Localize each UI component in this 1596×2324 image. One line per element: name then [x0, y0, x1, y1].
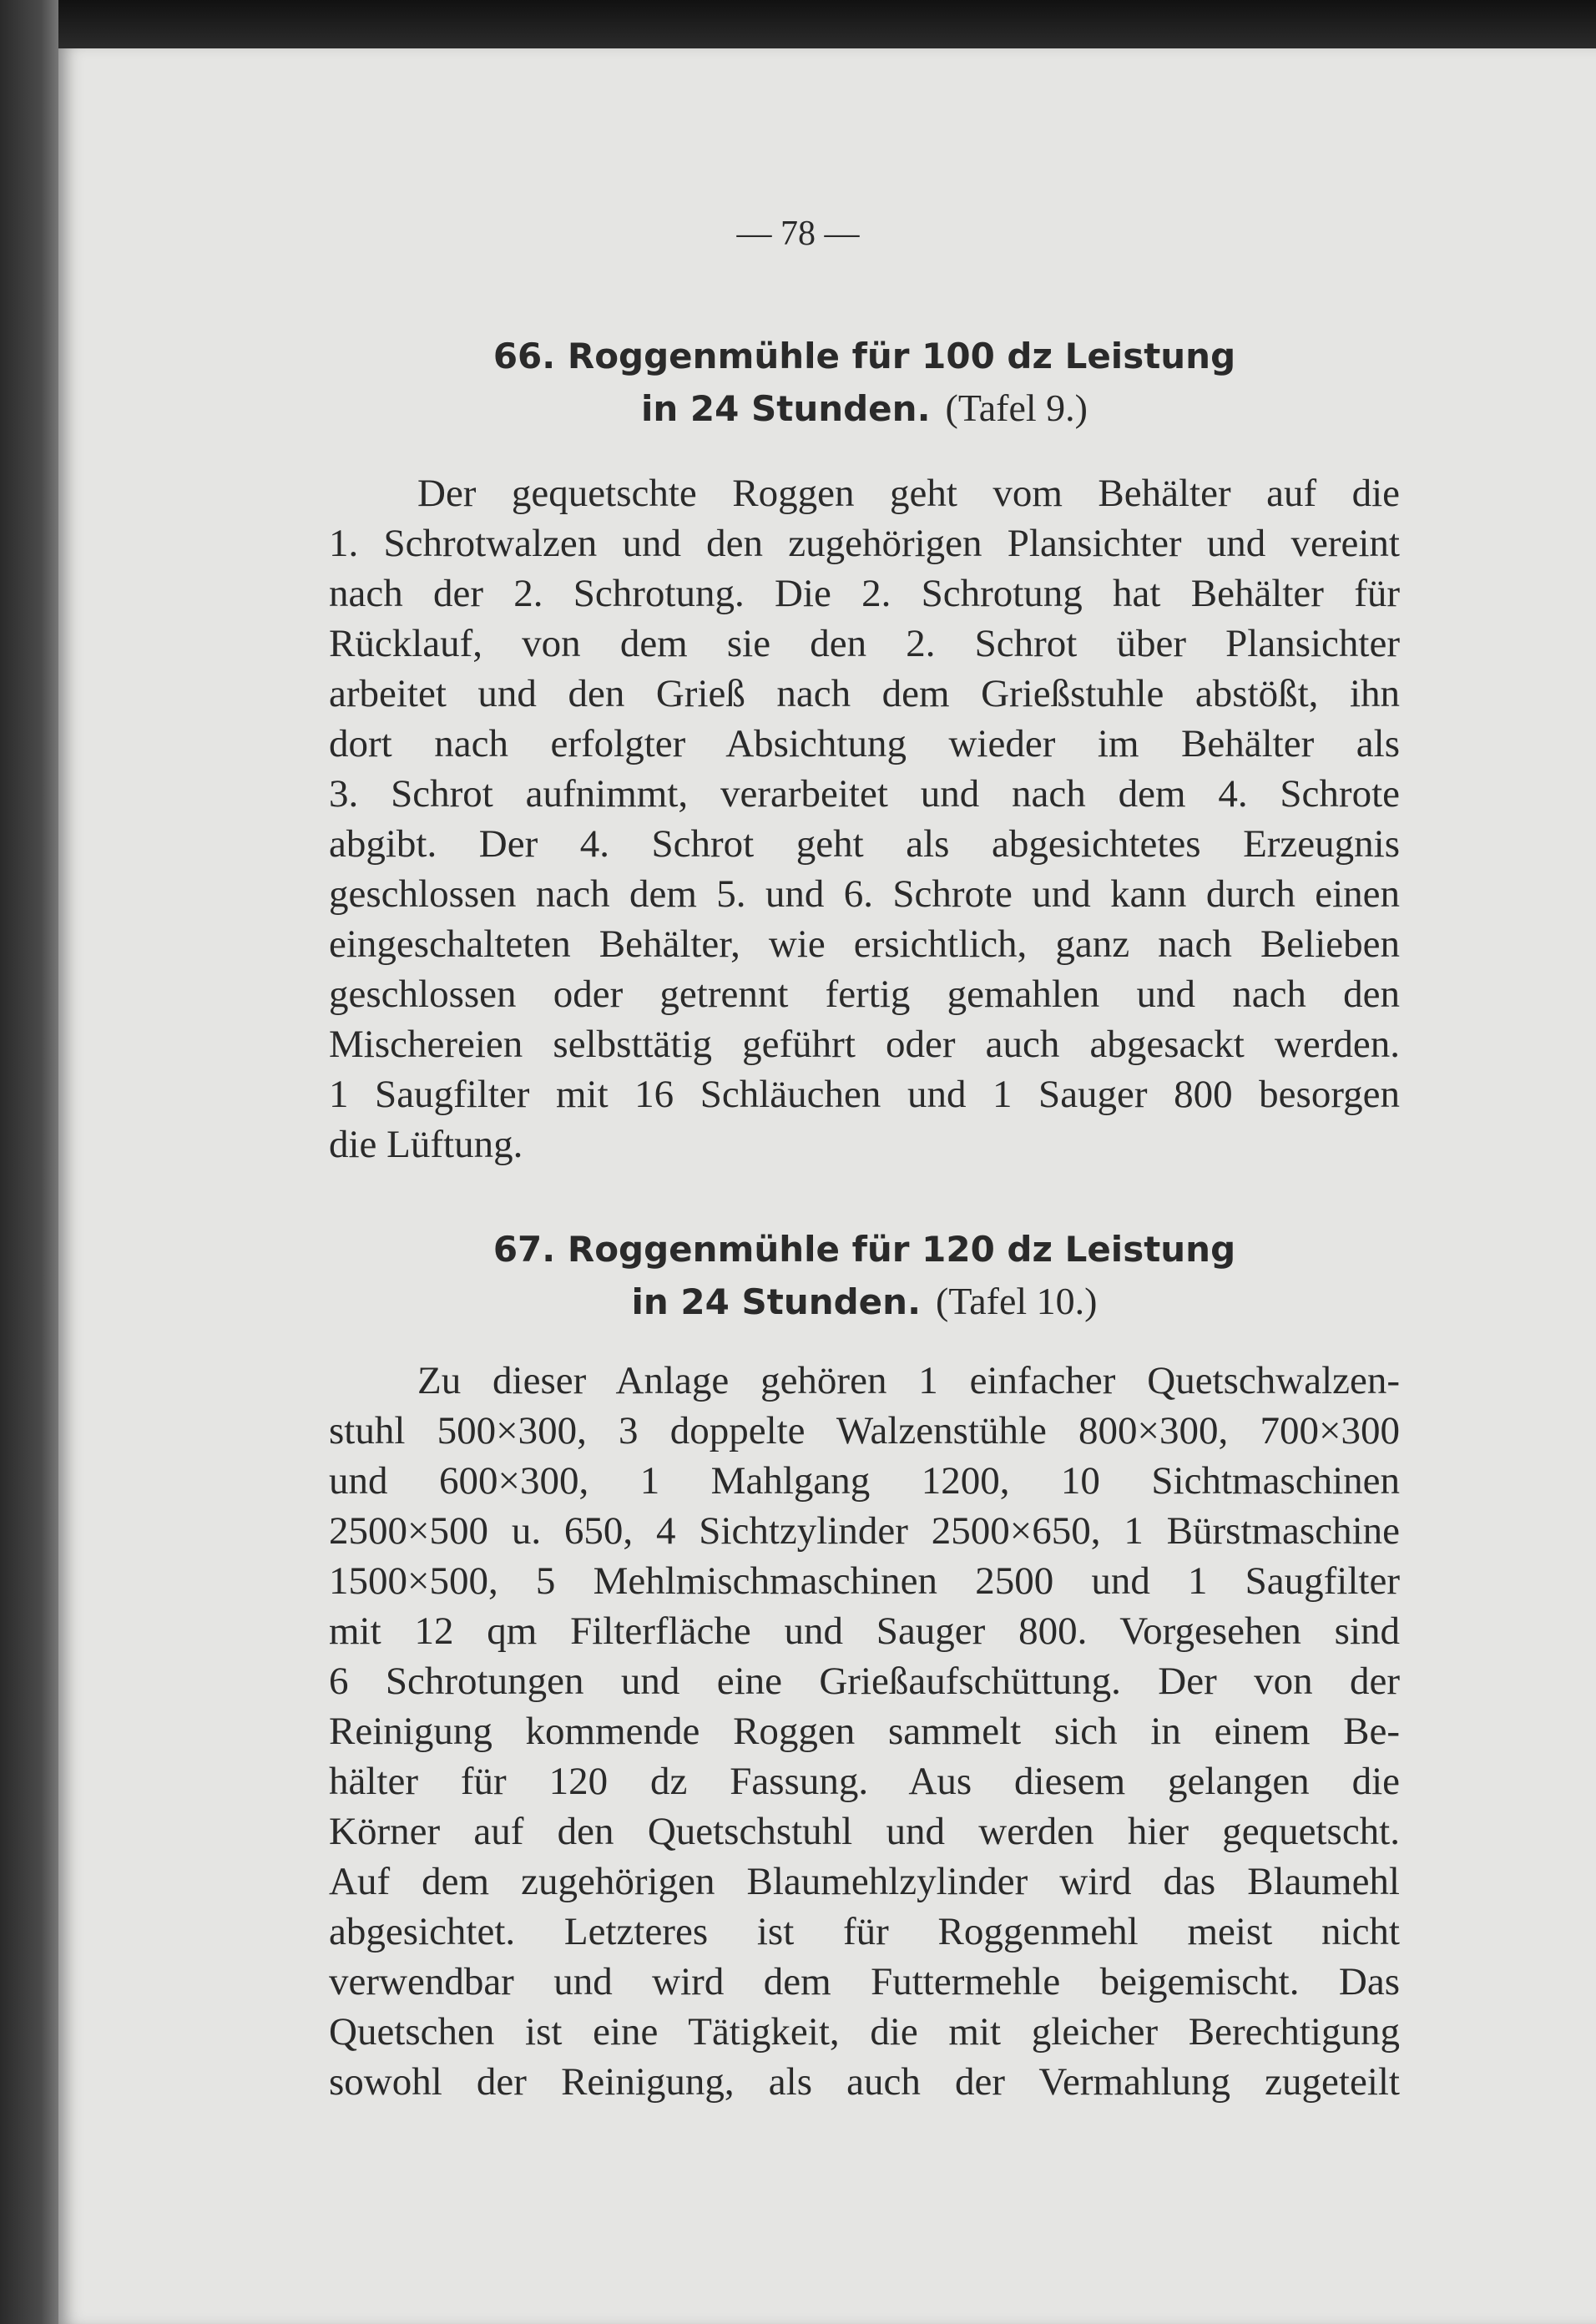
text-line: Quetschen ist eine Tätigkeit, die mit gleicher Berechtigung — [329, 2010, 1400, 2054]
heading-line-2 — [329, 1276, 1400, 1328]
text-line: abgesichtet. Letzteres ist für Roggenmehl meist nicht — [329, 1910, 1400, 1953]
page-number: — 78 — — [736, 215, 860, 253]
text-line: nach der 2. Schrotung. Die 2. Schrotung hat Behälter für — [329, 572, 1400, 615]
plate-reference: (Tafel 10.) — [936, 1280, 1098, 1322]
text-line: Reinigung kommende Roggen sammelt sich in einem Be- — [329, 1710, 1400, 1753]
section-67-paragraph — [329, 1356, 1400, 2107]
text-line: sowohl der Reinigung, als auch der Vermahlung zugeteilt — [329, 2060, 1400, 2104]
text-line: hälter für 120 dz Fassung. Aus diesem gelangen die — [329, 1760, 1400, 1803]
text-line: geschlossen nach dem 5. und 6. Schrote und kann durch einen — [329, 872, 1400, 916]
text-line: 3. Schrot aufnimmt, verarbeitet und nach dem 4. Schrote — [329, 772, 1400, 816]
heading-line-1: 66. Roggenmühle für 100 dz Leistung — [492, 336, 1236, 376]
text-line: die Lüftung. — [329, 1123, 523, 1166]
section-67-heading — [329, 1224, 1400, 1328]
text-line: Körner auf den Quetschstuhl und werden hier gequetscht. — [329, 1810, 1400, 1853]
text-line: 6 Schrotungen und eine Grießaufschüttung. Der von der — [329, 1660, 1400, 1703]
scan-top-edge — [0, 0, 1596, 48]
text-line: und 600×300, 1 Mahlgang 1200, 10 Sichtmaschinen — [329, 1459, 1400, 1503]
plate-reference: (Tafel 9.) — [945, 386, 1088, 429]
book-spine-edge — [0, 0, 58, 2324]
text-line: verwendbar und wird dem Futtermehle beigemischt. Das — [329, 1960, 1400, 2003]
text-line: stuhl 500×300, 3 doppelte Walzenstühle 800×300, 700×300 — [329, 1409, 1400, 1452]
text-line: 2500×500 u. 650, 4 Sichtzylinder 2500×650, 1 Bürstmaschine — [329, 1509, 1400, 1553]
section-66-heading — [329, 331, 1400, 435]
heading-line-2 — [329, 382, 1400, 435]
text-line: mit 12 qm Filterfläche und Sauger 800. Vorgesehen sind — [329, 1609, 1400, 1653]
heading-text: in 24 Stunden. — [631, 1281, 922, 1322]
text-line: geschlossen oder getrennt fertig gemahlen und nach den — [329, 973, 1400, 1016]
text-line: 1. Schrotwalzen und den zugehörigen Plansichter und vereint — [329, 522, 1400, 565]
text-line: abgibt. Der 4. Schrot geht als abgesichtetes Erzeugnis — [329, 822, 1400, 866]
text-line: arbeitet und den Grieß nach dem Grießstuhle abstößt, ihn — [329, 672, 1400, 715]
text-line: eingeschalteten Behälter, wie ersichtlich, ganz nach Belieben — [329, 922, 1400, 966]
text-line: Mischereien selbsttätig geführt oder auch abgesackt werden. — [329, 1023, 1400, 1066]
text-line: Zu dieser Anlage gehören 1 einfacher Quetschwalzen- — [417, 1359, 1400, 1402]
text-line: 1500×500, 5 Mehlmischmaschinen 2500 und 1 Saugfilter — [329, 1559, 1400, 1603]
heading-text: in 24 Stunden. — [641, 388, 931, 429]
heading-line-1: 67. Roggenmühle für 120 dz Leistung — [492, 1229, 1236, 1270]
text-line: dort nach erfolgter Absichtung wieder im Behälter als — [329, 722, 1400, 765]
text-line: Auf dem zugehörigen Blaumehlzylinder wird das Blaumehl — [329, 1860, 1400, 1903]
text-line: Der gequetschte Roggen geht vom Behälter auf die — [417, 472, 1400, 515]
section-66-paragraph — [329, 468, 1400, 1170]
text-line: 1 Saugfilter mit 16 Schläuchen und 1 Sauger 800 besorgen — [329, 1073, 1400, 1116]
text-line: Rücklauf, von dem sie den 2. Schrot über Plansichter — [329, 622, 1400, 665]
